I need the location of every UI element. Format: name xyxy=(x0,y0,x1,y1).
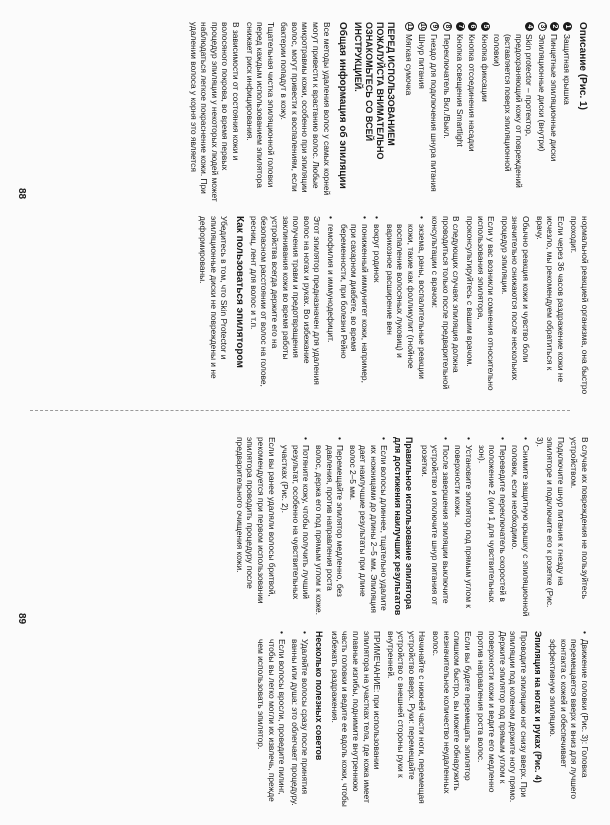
part-item: 5 Кнопка фиксации xyxy=(479,22,490,202)
part-item: 4 Skin protector – протектор, предохраняющий кожу от повреждений (вставляется поверх эпиляционной головки) xyxy=(492,22,534,202)
list-item: • Перемещайте эпилятор медленно, без давления, против направления роста волос, держа его под прямым углом к коже. xyxy=(313,445,345,617)
body-paragraph: Обычно реакция кожи и чувство боли значительно снижаются после нескольких процедур эпиляции. xyxy=(499,216,532,381)
body-paragraph: Подключите шнур питания к гнезду на эпиляторе и подключите его к розетке (Рис. 3). xyxy=(534,437,566,608)
body-paragraph: В случае их повреждения не пользуйтесь устройством. xyxy=(569,437,590,599)
body-paragraph: В зависимости от состояния кожи и волосяного покрова, во время первых процедур эпиляции у некоторых людей может наблюдаться легкое покраснение кожи. При удалении волоса у корня это является xyxy=(188,22,241,202)
part-item: 10 Шнур питания xyxy=(416,23,427,89)
list-item: • Установите эпилятор под прямым углом к поверхности кожи. xyxy=(453,445,474,617)
page-number: 89 xyxy=(16,613,27,625)
body-paragraph: Убедитесь в том, что Skin Protector и эпиляционные диски не повреждены и не деформированы. xyxy=(198,216,230,379)
list-item: • вокруг родинок xyxy=(372,224,383,396)
body-paragraph: Если вы ранее удаляли волосы бритвой, рекомендуется при первом использовании эпилятора проводить процедуру после предварительного очищения кожи. xyxy=(234,437,277,604)
page-89-column-2 xyxy=(40,631,590,811)
list-item: • Потяните кожу, чтобы получить лучший результат, особенно на чувствительных участках (Рис. 2). xyxy=(280,445,312,617)
body-paragraph: нормальной реакцией организма, она быстро проходит. xyxy=(569,216,590,395)
list-item: • После завершения эпиляции выключите устройство и отключите шнур питания от розетки. xyxy=(419,445,451,617)
list-item: • экзема, раны, воспалительные реакции кожи, такие как фолликулит (гнойное воспаление волосяных луковиц) и варикозное расширение вен xyxy=(384,224,426,396)
tips-heading: Правильное использование эпилятора для достижения наилучших результатов xyxy=(393,437,415,616)
part-item: 11 Мягкая сумочка xyxy=(404,23,415,96)
warning-heading: ПЕРЕД ИСПОЛЬЗОВАНИЕМ ПОЖАЛУЙСТА ВНИМАТЕЛЬНО ОЗНАКОМЬТЕСЬ СО ВСЕЙ ИНСТРУКЦИЕЙ. xyxy=(352,22,396,160)
useful-tips-list xyxy=(255,631,310,811)
head-movement-list xyxy=(548,631,590,811)
tips-list xyxy=(280,437,390,617)
page-number: 88 xyxy=(16,188,27,200)
legs-arms-heading: Эпиляция на ногах и руках (Рис. 4) xyxy=(532,631,543,783)
useful-tips-heading: Несколько полезных советов xyxy=(314,631,325,761)
general-info-heading: Общая информация об эпиляции xyxy=(336,22,348,189)
page-88-column-1 xyxy=(40,22,590,202)
body-paragraph: Начинайте с нижней части ноги, перемещая устройство вверх. Руки: перемещайте устройство с внешней стороны руки к внутренней. xyxy=(385,631,428,804)
list-item: • Переведите переключатель скоростей в положение 2 (или 1 для чувствительных зон). xyxy=(476,445,508,617)
page-88 xyxy=(0,0,610,410)
list-item: • Снимите защитную крышку с эпиляционной головки, если необходимо. xyxy=(510,445,531,617)
part-item: 9 Гнездо для подключения шнура питания xyxy=(429,22,440,202)
body-paragraph: Если через 36 часов раздражение кожи не исчезло, мы рекомендуем обратиться к врачу. xyxy=(534,216,566,383)
part-item: 3 Эпиляционные диски (внутри) xyxy=(536,22,547,202)
contraindication-list xyxy=(325,216,426,396)
list-item: • Если волосы длиннее, тщательно удалите их ножницами до длины 2–5 мм. Эпиляция дает наилучшие результаты при длине волос 2–5 мм. xyxy=(347,445,389,617)
body-paragraph: Тщательная чистка эпиляционной головки перед каждым использованием эпилятора снижает риск инфицирования. xyxy=(244,22,276,188)
body-paragraph: Этот эпилятор предназначен для удаления волос на ногах и руках. Во избежание получения травм и предотвращения заклинивания кожи во время работы устройства всегда держите его на безопасном расстоянии от волос на голове, ресниц, лент для волос и т.п. xyxy=(248,216,323,387)
page-fold-divider xyxy=(30,410,570,412)
list-item: • Удаляйте волосы сразу после принятия ванны или душа: это облегчает процедуру. xyxy=(289,639,310,811)
page-88-column-2 xyxy=(40,216,590,396)
note-paragraph: ПРИМЕЧАНИЕ: при использовании эпилятора на участках тела, где кожа имеет плавные изгибы, поднимите внутреннюю часть головки и ведите ее вдоль кожи, чтобы избежать раздражения. xyxy=(329,631,383,807)
description-heading: Описание (Рис. 1) xyxy=(577,22,588,110)
part-item: 7 Кнопка освещения Smartlight xyxy=(454,22,465,202)
part-item: 1 Защитная крышка xyxy=(561,22,572,202)
part-item: 8 Переключатель Вкл./Выкл. xyxy=(441,22,452,202)
body-paragraph: В следующих случаях эпиляция должна проводиться только после предварительной консультации с врачом: xyxy=(430,216,462,390)
how-to-use-heading: Как пользоваться эпилятором xyxy=(234,216,246,368)
body-paragraph: Если у вас возникли сомнения относительно использования эпилятора, проконсультируйтесь с вашим врачом. xyxy=(465,216,497,391)
list-item: • Движение головки (Рис. 3): Головка перемещается вверх и вниз для лучшего контакта с кожей и обеспечивает эффективную эпиляцию. xyxy=(548,639,590,811)
page-89-column-1 xyxy=(40,437,590,617)
steps-list xyxy=(419,437,531,617)
part-item: 2 Пинцетные эпиляционные диски xyxy=(549,22,560,202)
page-89 xyxy=(0,415,610,825)
list-item: • пониженный иммунитет кожи, например, при сахарном диабете, во время беременности, при болезни Рейно xyxy=(338,224,370,396)
list-item: • Если волосы вросли, проведите пилинг, чтобы вы легко могли их извлечь, прежде чем использовать эпилятор. xyxy=(255,639,287,811)
body-paragraph: Проводите эпиляцию ног снизу вверх. При эпиляции под коленом держите ногу прямо. Держите эпилятор под прямым углом к поверхности кожи и ведите его медленно против направления роста волос. xyxy=(476,631,529,803)
part-item: 6 Кнопка отсоединения насадки xyxy=(467,22,478,202)
body-paragraph: Все методы удаления волос у самых корней могут привести к врастанию волос. Любые микротравмы кожи, особенно при эпиляции волос, могут привести к воспалениям, если бактерии попадут в кожу. xyxy=(279,22,332,196)
body-paragraph: Если вы будете перемещать эпилятор слишком быстро, вы можете обнаружить незначительное количество неудаленных волос. xyxy=(431,631,473,794)
list-item: • гемофилия и иммунодефицит. xyxy=(325,224,336,396)
